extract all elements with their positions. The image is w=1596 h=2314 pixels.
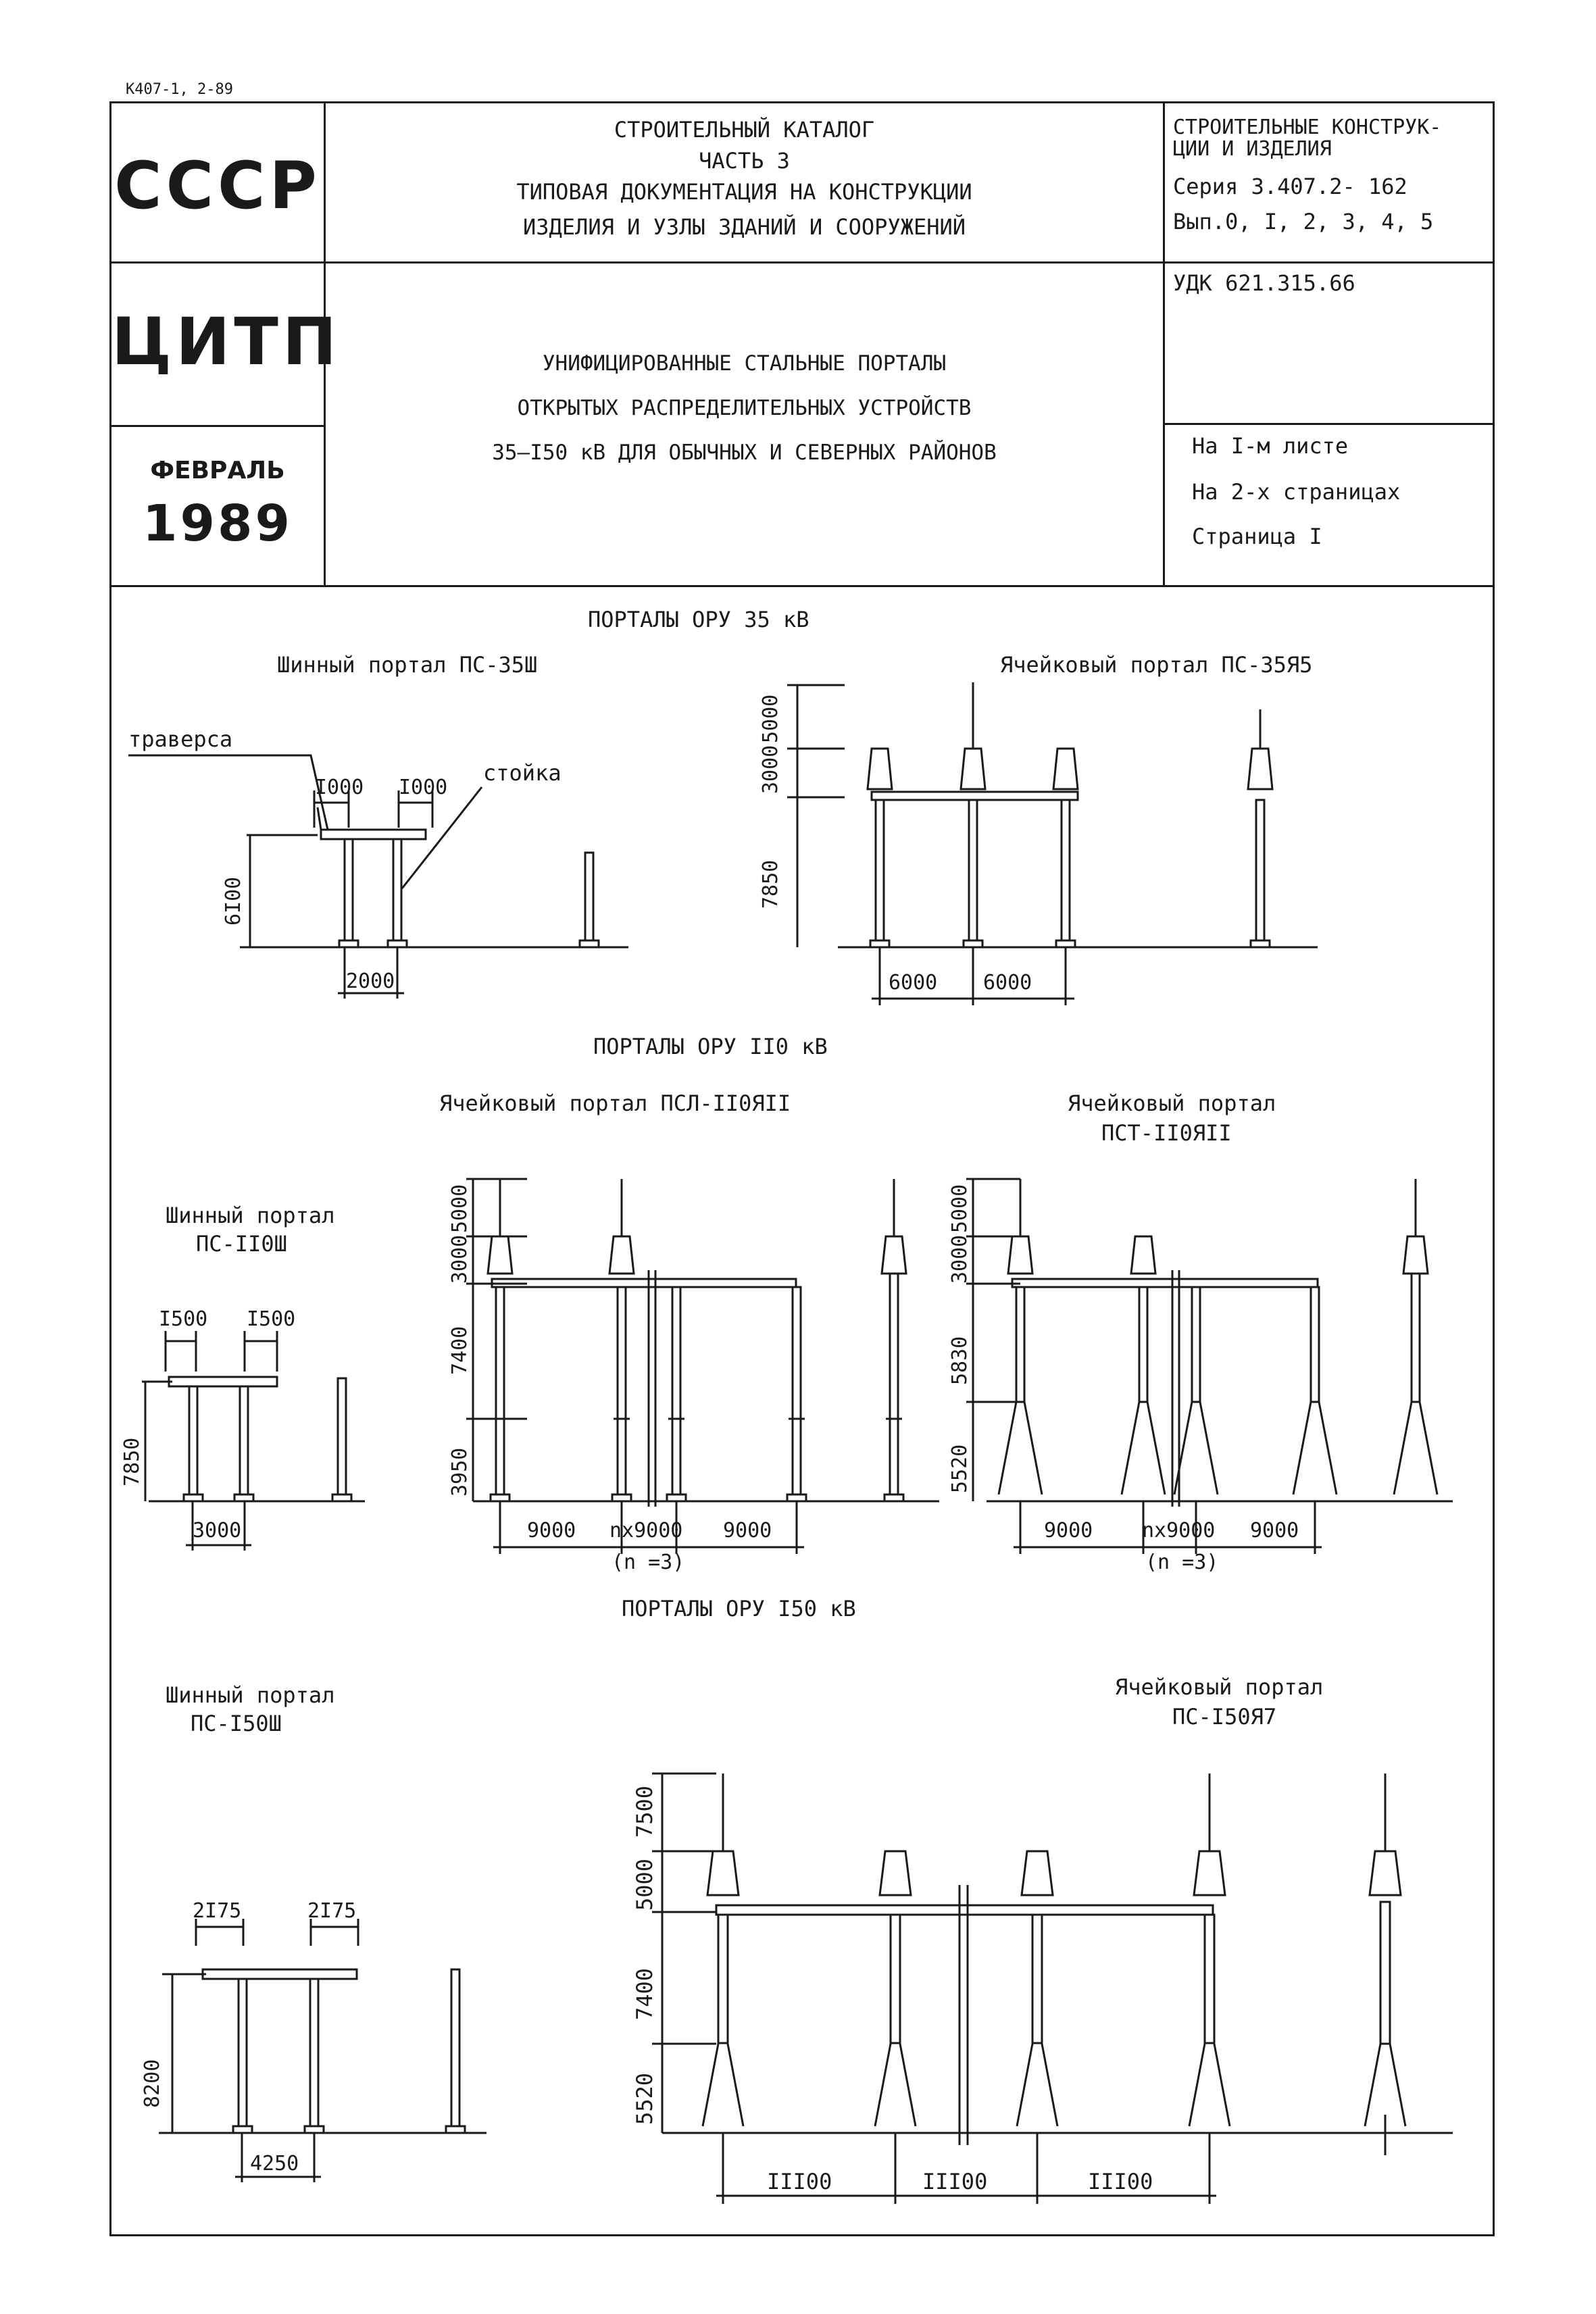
bus-portal-110 [120, 1203, 365, 1551]
catalog-line-1: СТРОИТЕЛЬНЫЙ КАТАЛОГ [614, 117, 875, 143]
cell-portal-pst-110 [948, 1090, 1453, 1574]
bus110-dim-height: 7850 [120, 1437, 144, 1486]
bus35-dim-top1: I000 [315, 776, 364, 799]
catalog-line-3: ТИПОВАЯ ДОКУМЕНТАЦИЯ НА КОНСТРУКЦИИ [516, 179, 972, 205]
psl-dim-n: (n =3) [612, 1551, 685, 1574]
cell35-dim-b1: 6000 [889, 971, 938, 995]
heading-150: ПОРТАЛЫ ОРУ I50 кВ [622, 1596, 856, 1621]
psl-dim-v3: 7400 [448, 1326, 472, 1375]
pst-title-2: ПСТ-II0ЯII [1101, 1120, 1232, 1146]
bus150-dim-height: 8200 [141, 2059, 164, 2108]
bus35-dim-base: 2000 [346, 970, 395, 993]
bus-35-title: Шинный портал ПС-35Ш [277, 652, 538, 678]
cell-150-title-2: ПС-I50Я7 [1172, 1704, 1277, 1730]
pst-dim-b2: nx9000 [1142, 1519, 1216, 1542]
cell150-dim-v4: 5520 [632, 2072, 657, 2125]
psl-dim-b1: 9000 [527, 1519, 576, 1542]
sheet-line-3: Страница I [1192, 524, 1322, 549]
bus-110-title-1: Шинный портал [166, 1203, 335, 1228]
cell-150-title-1: Ячейковый портал [1115, 1674, 1324, 1700]
bus-portal-150 [141, 1682, 487, 2182]
org-citp: ЦИТП [111, 304, 341, 380]
cell150-dim-b2: III00 [922, 2169, 988, 2194]
year: 1989 [143, 495, 293, 553]
cell-portal-psl-110 [439, 1090, 939, 1574]
bus110-dim-top1: I500 [159, 1307, 208, 1331]
psl-dim-v2: 3000 [448, 1234, 472, 1284]
pst-dim-v1: 5000 [948, 1184, 972, 1233]
bus150-dim-top1: 2I75 [193, 1899, 242, 1923]
cell-35-title: Ячейковый портал ПС-35Я5 [1000, 652, 1313, 678]
cell150-dim-b3: III00 [1088, 2169, 1153, 2194]
org-ussr: СССР [114, 148, 321, 224]
pst-dim-v4: 5520 [948, 1444, 972, 1493]
bus-150-title-1: Шинный портал [166, 1682, 335, 1708]
pst-dim-b1: 9000 [1044, 1519, 1093, 1542]
sheet-line-2: На 2-х страницах [1192, 479, 1401, 505]
bus110-dim-base: 3000 [193, 1519, 242, 1542]
doc-code: К407-1, 2-89 [126, 81, 233, 98]
pst-title-1: Ячейковый портал [1068, 1090, 1276, 1116]
cell150-dim-v1: 7500 [632, 1785, 657, 1838]
cell-portal-35 [759, 652, 1318, 1005]
bus150-dim-top2: 2I75 [307, 1899, 357, 1923]
psl-dim-b3: 9000 [723, 1519, 772, 1542]
psl-dim-v1: 5000 [448, 1184, 472, 1233]
psl-dim-v4: 3950 [448, 1447, 472, 1496]
title-line-1: УНИФИЦИРОВАННЫЕ СТАЛЬНЫЕ ПОРТАЛЫ [542, 351, 947, 376]
series-line-3: Серия 3.407.2- 162 [1173, 174, 1407, 199]
cell150-dim-v2: 5000 [632, 1858, 657, 1911]
pst-dim-v2: 3000 [948, 1234, 972, 1284]
bus-110-title-2: ПС-II0Ш [196, 1231, 287, 1257]
bus-150-title-2: ПС-I50Ш [191, 1711, 282, 1736]
catalog-line-2: ЧАСТЬ 3 [699, 148, 790, 174]
cell35-dim-b2: 6000 [983, 971, 1032, 995]
title-line-3: 35–I50 кВ ДЛЯ ОБЫЧНЫХ И СЕВЕРНЫХ РАЙОНОВ [492, 441, 997, 465]
psl-title: Ячейковый портал ПСЛ-II0ЯII [439, 1090, 791, 1116]
series-line-4: Вып.0, I, 2, 3, 4, 5 [1173, 209, 1434, 234]
cell-portal-150 [632, 1674, 1453, 2204]
cell150-dim-v3: 7400 [632, 1967, 657, 2020]
title-line-2: ОТКРЫТЫХ РАСПРЕДЕЛИТЕЛЬНЫХ УСТРОЙСТВ [517, 396, 972, 420]
cell35-dim-v1: 5000 [759, 694, 782, 743]
heading-35: ПОРТАЛЫ ОРУ 35 кВ [588, 607, 809, 632]
sheet-line-1: На I-м листе [1192, 433, 1349, 459]
bus-portal-35 [128, 652, 628, 999]
pst-dim-n: (n =3) [1145, 1551, 1219, 1574]
series-line-1: СТРОИТЕЛЬНЫЕ КОНСТРУК- [1173, 116, 1442, 139]
psl-dim-b2: nx9000 [609, 1519, 683, 1542]
label-column: стойка [483, 760, 562, 786]
cell35-dim-v3: 7850 [759, 859, 782, 909]
heading-110: ПОРТАЛЫ ОРУ II0 кВ [593, 1034, 828, 1059]
pst-dim-v3: 5830 [948, 1336, 972, 1385]
cell150-dim-b1: III00 [767, 2169, 832, 2194]
bus150-dim-base: 4250 [250, 2152, 299, 2175]
bus110-dim-top2: I500 [247, 1307, 296, 1331]
bus35-dim-top2: I000 [399, 776, 448, 799]
udk: УДК 621.315.66 [1173, 270, 1355, 296]
series-line-2: ЦИИ И ИЗДЕЛИЯ [1173, 137, 1332, 161]
bus35-dim-height: 6I00 [222, 876, 245, 926]
catalog-line-4: ИЗДЕЛИЯ И УЗЛЫ ЗДАНИЙ И СООРУЖЕНИЙ [522, 214, 966, 240]
label-traverse: траверса [128, 726, 233, 752]
month: ФЕВРАЛЬ [150, 457, 285, 484]
cell35-dim-v2: 3000 [759, 745, 782, 794]
pst-dim-b3: 9000 [1250, 1519, 1299, 1542]
